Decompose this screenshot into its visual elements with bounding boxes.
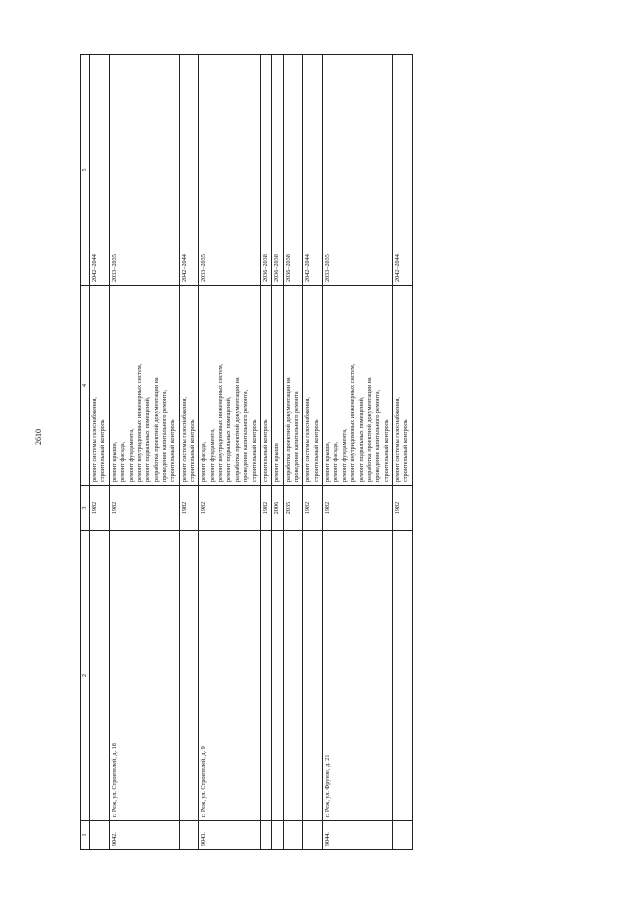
works-line: разработка проектной документации на	[152, 377, 160, 482]
row-number-cell: 9043.	[199, 821, 261, 850]
works-line: ремонт фасада,	[200, 441, 208, 482]
works-line: ремонт системы газоснабжения,	[393, 397, 401, 482]
row-number-cell: 9044.	[323, 821, 393, 850]
works-line: строительный контроль	[169, 419, 177, 482]
table-row	[283, 55, 303, 850]
works-line: проведение капитального ремонта,	[374, 389, 382, 482]
table-body	[81, 55, 413, 850]
table-row	[109, 55, 179, 850]
works-line: строительный контроль	[382, 419, 390, 482]
row-number-cell	[303, 821, 323, 850]
works-line: ремонт фундамента,	[208, 428, 216, 482]
works-cell	[90, 286, 110, 486]
period-cell: 2036–2038	[283, 55, 303, 286]
works-line: проведение капитального ремонта,	[242, 389, 250, 482]
year-cell: 1982	[323, 486, 393, 531]
year-cell: 2006	[272, 486, 283, 531]
year-cell: 1982	[90, 486, 110, 531]
works-line: строительный контроль	[312, 419, 320, 482]
works-cell	[260, 286, 271, 486]
year-cell: 2035	[283, 486, 303, 531]
works-line: разработка проектной документации на	[284, 377, 292, 482]
table-row	[272, 55, 283, 850]
works-line: ремонт подвальных помещений,	[225, 396, 233, 482]
column-header-5: 5	[81, 55, 90, 286]
works-line: ремонт фасада,	[332, 441, 340, 482]
works-line: строительный контроль	[189, 419, 197, 482]
works-line: ремонт системы газоснабжения,	[304, 397, 312, 482]
table-row	[392, 55, 412, 850]
row-number-cell	[272, 821, 283, 850]
row-number-cell	[179, 821, 199, 850]
address-cell: г. Реж, ул. Фрунзе, д. 21	[323, 531, 393, 821]
works-line: ремонт фасада,	[119, 441, 127, 482]
period-cell: 2033–2035	[199, 55, 261, 286]
period-cell: 2033–2035	[323, 55, 393, 286]
works-cell	[303, 286, 323, 486]
works-cell	[323, 286, 393, 486]
works-line: ремонт системы газоснабжения,	[180, 397, 188, 482]
repair-schedule-table	[80, 54, 413, 850]
works-line: разработка проектной документации на	[233, 377, 241, 482]
works-line: ремонт крыши	[273, 443, 281, 482]
address-cell	[392, 531, 412, 821]
address-cell	[283, 531, 303, 821]
works-line: ремонт внутридомовых инженерных систем,	[349, 363, 357, 482]
page-number: 2610	[34, 429, 43, 445]
address-cell	[179, 531, 199, 821]
works-cell	[272, 286, 283, 486]
works-line: ремонт крыши,	[110, 441, 118, 482]
year-cell: 1982	[109, 486, 179, 531]
row-number-cell	[260, 821, 271, 850]
works-cell	[392, 286, 412, 486]
address-cell	[260, 531, 271, 821]
table-row	[303, 55, 323, 850]
row-number-cell	[90, 821, 110, 850]
column-header-1: 1	[81, 821, 90, 850]
year-cell: 1982	[199, 486, 261, 531]
header-row	[81, 55, 90, 850]
table-row	[179, 55, 199, 850]
works-cell	[199, 286, 261, 486]
works-cell	[179, 286, 199, 486]
row-number-cell	[283, 821, 303, 850]
works-line: разработка проектной документации на	[365, 377, 373, 482]
works-cell	[109, 286, 179, 486]
address-cell	[303, 531, 323, 821]
schedule-table-container	[80, 80, 532, 850]
works-line: ремонт подвальных помещений,	[144, 396, 152, 482]
table-row	[260, 55, 271, 850]
row-number-cell	[392, 821, 412, 850]
works-line: строительный контроль	[402, 419, 410, 482]
works-line: строительный контроль	[261, 419, 269, 482]
column-header-3: 3	[81, 486, 90, 531]
works-line: ремонт системы газоснабжения,	[91, 397, 99, 482]
works-line: проведение капитального ремонта,	[160, 389, 168, 482]
year-cell: 1982	[179, 486, 199, 531]
period-cell: 2033–2035	[109, 55, 179, 286]
works-line: строительный контроль	[99, 419, 107, 482]
row-number-cell: 9042.	[109, 821, 179, 850]
year-cell: 1982	[260, 486, 271, 531]
works-line: строительный контроль	[250, 419, 258, 482]
address-cell: г. Реж, ул. Строителей, д. 9	[199, 531, 261, 821]
table-row	[323, 55, 393, 850]
period-cell: 2042–2044	[392, 55, 412, 286]
period-cell: 2036–2038	[260, 55, 271, 286]
year-cell: 1982	[392, 486, 412, 531]
address-cell	[272, 531, 283, 821]
works-line: ремонт внутридомовых инженерных систем,	[217, 363, 225, 482]
works-line: ремонт фундамента,	[340, 428, 348, 482]
table-row	[90, 55, 110, 850]
address-cell: г. Реж, ул. Строителей, д. 18	[109, 531, 179, 821]
works-line: ремонт фундамента,	[127, 428, 135, 482]
table-row	[199, 55, 261, 850]
column-header-4: 4	[81, 286, 90, 486]
works-line: ремонт внутридомовых инженерных систем,	[135, 363, 143, 482]
works-line: ремонт крыши,	[324, 441, 332, 482]
period-cell: 2042–2044	[90, 55, 110, 286]
period-cell: 2036–2038	[272, 55, 283, 286]
period-cell: 2042–2044	[303, 55, 323, 286]
year-cell: 1982	[303, 486, 323, 531]
works-line: ремонт подвальных помещений,	[357, 396, 365, 482]
period-cell: 2042–2044	[179, 55, 199, 286]
column-header-2: 2	[81, 531, 90, 821]
works-cell	[283, 286, 303, 486]
address-cell	[90, 531, 110, 821]
works-line: проведение капитального ремонта	[293, 391, 300, 482]
